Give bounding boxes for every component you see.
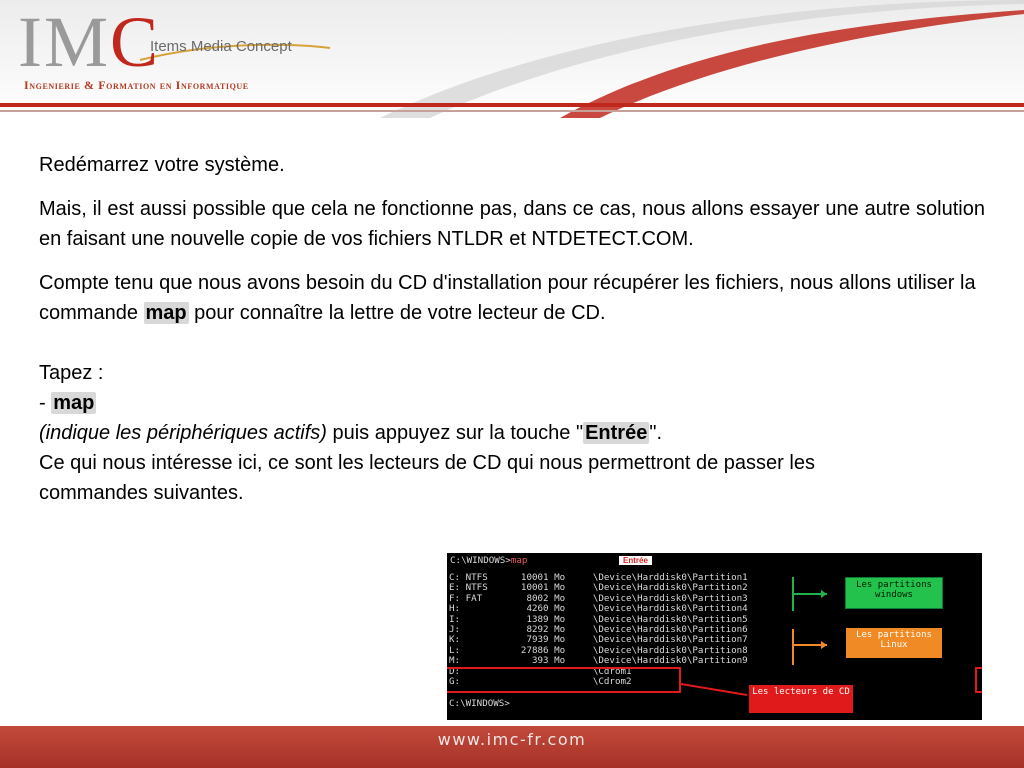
console-row: D: \Cdrom1 <box>449 665 632 677</box>
slide-content <box>39 150 985 508</box>
logo-text: IM <box>18 2 110 82</box>
console-prompt: C:\WINDOWS> <box>450 555 511 566</box>
text-segment: ". <box>649 422 662 444</box>
tapez-label: Tapez : <box>39 362 104 384</box>
paragraph-cd-readers: Ce qui nous intéresse ici, ce sont les lecteurs de CD qui nous permettront de passer les commandes suivantes. <box>39 452 815 504</box>
text-segment: Compte tenu que nous avons besoin du CD d'installation pour récupérer les fichiers, nous allons utiliser la commande <box>39 272 976 324</box>
console-row: E: NTFS 10001 Mo \Device\Harddisk0\Partition2 <box>449 582 748 594</box>
label-windows-partitions: Les partitions windows <box>845 577 943 609</box>
header-divider-thin <box>0 110 1024 112</box>
logo-c: C <box>110 2 161 82</box>
console-row: L: 27886 Mo \Device\Harddisk0\Partition8 <box>449 644 748 656</box>
footer-bar <box>0 726 1024 768</box>
instruction-line <box>39 418 985 448</box>
logo-subtitle: Items Media Concept <box>150 38 292 55</box>
indique-text: (indique les périphériques actifs) <box>39 422 327 444</box>
entree-badge: Entrée <box>619 556 652 565</box>
logo <box>18 2 161 82</box>
label-linux-partitions: Les partitions Linux <box>846 628 942 658</box>
text-segment: puis appuyez sur la touche " <box>326 422 584 444</box>
dash: - <box>39 392 52 414</box>
console-row: G: \Cdrom2 <box>449 676 632 687</box>
console-row: F: FAT 8002 Mo \Device\Harddisk0\Partition3 <box>449 592 748 604</box>
console-prompt-end: C:\WINDOWS> <box>449 698 510 709</box>
console-row: C: NTFS 10001 Mo \Device\Harddisk0\Partition1 <box>449 572 748 583</box>
map-command-line <box>39 388 985 418</box>
paragraph-restart: Redémarrez votre système. <box>39 154 285 176</box>
footer-url: www.imc-fr.com <box>437 730 587 749</box>
console-row: K: 7939 Mo \Device\Harddisk0\Partition7 <box>449 634 748 646</box>
console-row: I: 1389 Mo \Device\Harddisk0\Partition5 <box>449 613 748 625</box>
header-banner <box>0 0 1024 118</box>
text-segment: pour connaître la lettre de votre lecteur de CD. <box>188 302 606 324</box>
paragraph-map-intro <box>39 268 985 328</box>
map-keyword: map <box>145 302 187 324</box>
header-divider <box>0 103 1024 107</box>
tagline: Ingenierie & Formation en Informatique <box>24 78 249 92</box>
console-row: M: 393 Mo \Device\Harddisk0\Partition9 <box>449 655 748 667</box>
console-row: H: 4260 Mo \Device\Harddisk0\Partition4 <box>449 603 748 615</box>
label-cd-readers: Les lecteurs de CD <box>749 685 853 713</box>
console-row: J: 8292 Mo \Device\Harddisk0\Partition6 <box>449 624 748 635</box>
console-map-cmd: map <box>510 555 528 566</box>
console-screenshot <box>447 553 982 720</box>
paragraph-copy-files: Mais, il est aussi possible que cela ne fonctionne pas, dans ce cas, nous allons essayer une autre solution en faisant une nouvelle copie de vos fichiers NTLDR et NTDETECT.COM. <box>39 198 985 250</box>
entree-key: Entrée <box>585 422 648 444</box>
map-command: map <box>53 392 95 414</box>
